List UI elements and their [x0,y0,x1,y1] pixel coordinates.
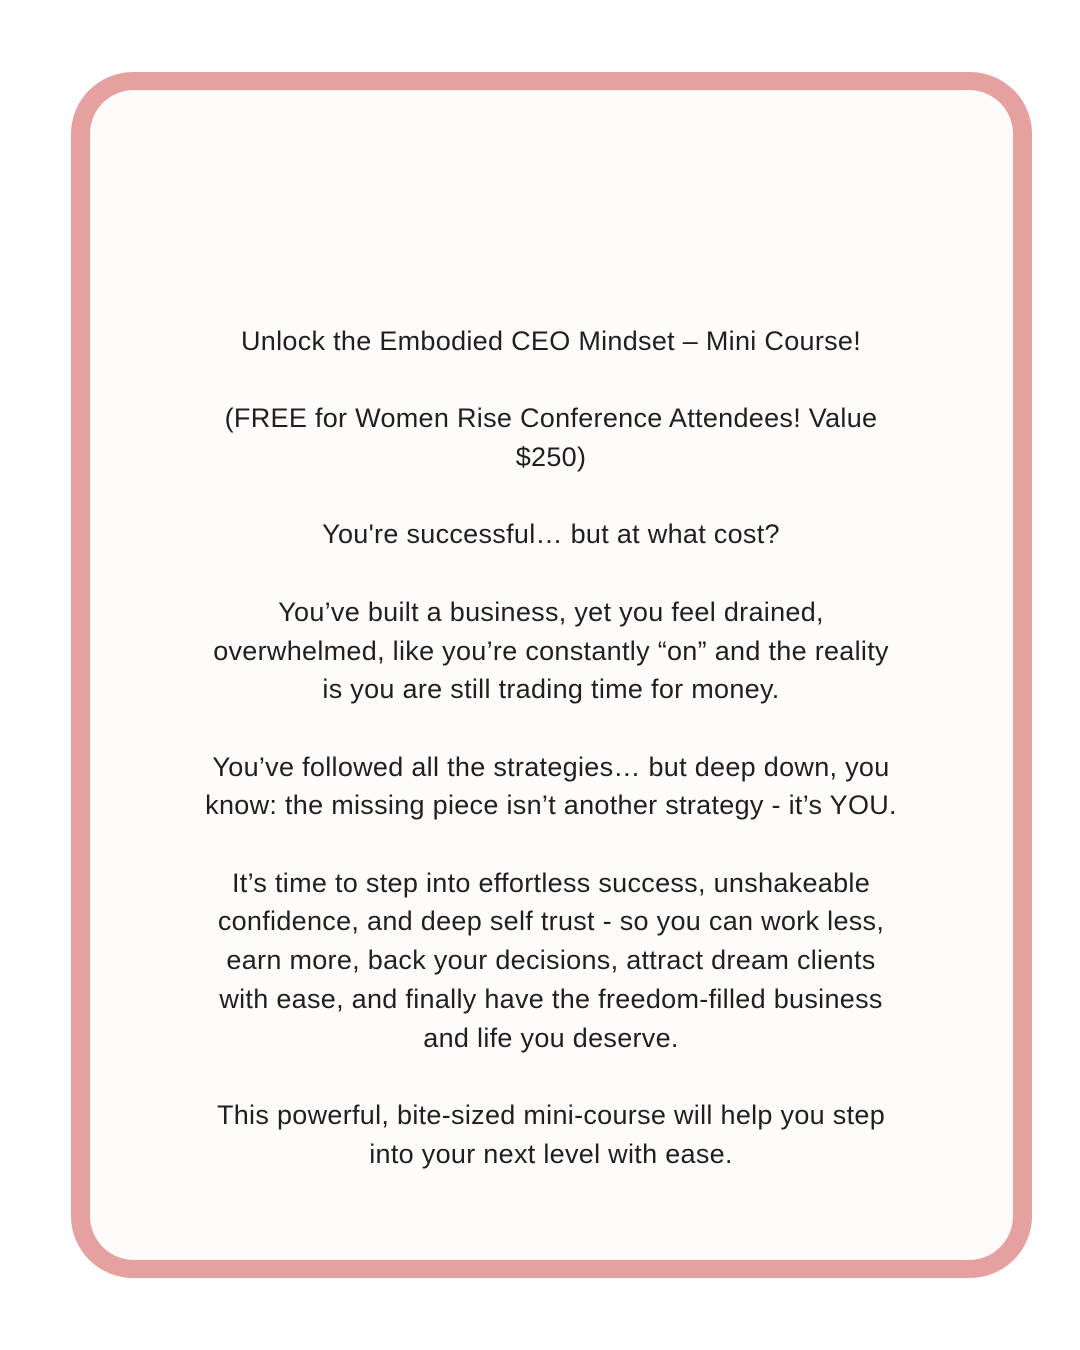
question [150,515,952,554]
text-line: overwhelmed, like you’re constantly “on” and the reality [213,635,889,666]
text-line: You're successful… but at what cost? [322,519,780,550]
text-line: and life you deserve. [423,1022,679,1053]
headline [150,322,952,361]
offer-note [150,399,952,476]
text-line: earn more, back your decisions, attract dream clients [226,945,876,976]
text-line: It’s time to step into effortless success, unshakeable [231,867,871,898]
text-line: You’ve built a business, yet you feel drained, [278,596,824,627]
card-content [150,322,952,1173]
text-line: is you are still trading time for money. [322,674,780,705]
text-line: into your next level with ease. [369,1138,733,1169]
text-line: confidence, and deep self trust - so you can work less, [217,906,885,937]
text-line: Unlock the Embodied CEO Mindset – Mini Course! [240,326,862,356]
text-line: This powerful, bite-sized mini-course will help you step [216,1099,886,1130]
closing-paragraph [150,1096,952,1173]
text-line: (FREE for Women Rise Conference Attendees! Value [224,403,878,434]
text-line: $250) [515,442,587,473]
pain-paragraph [150,593,952,709]
text-line: know: the missing piece isn’t another strategy - it’s YOU. [205,790,897,821]
text-line: You’ve followed all the strategies… but deep down, you [212,751,890,782]
text-line: with ease, and finally have the freedom-filled business [219,983,883,1014]
insight-paragraph [150,748,952,825]
promise-paragraph [150,864,952,1058]
